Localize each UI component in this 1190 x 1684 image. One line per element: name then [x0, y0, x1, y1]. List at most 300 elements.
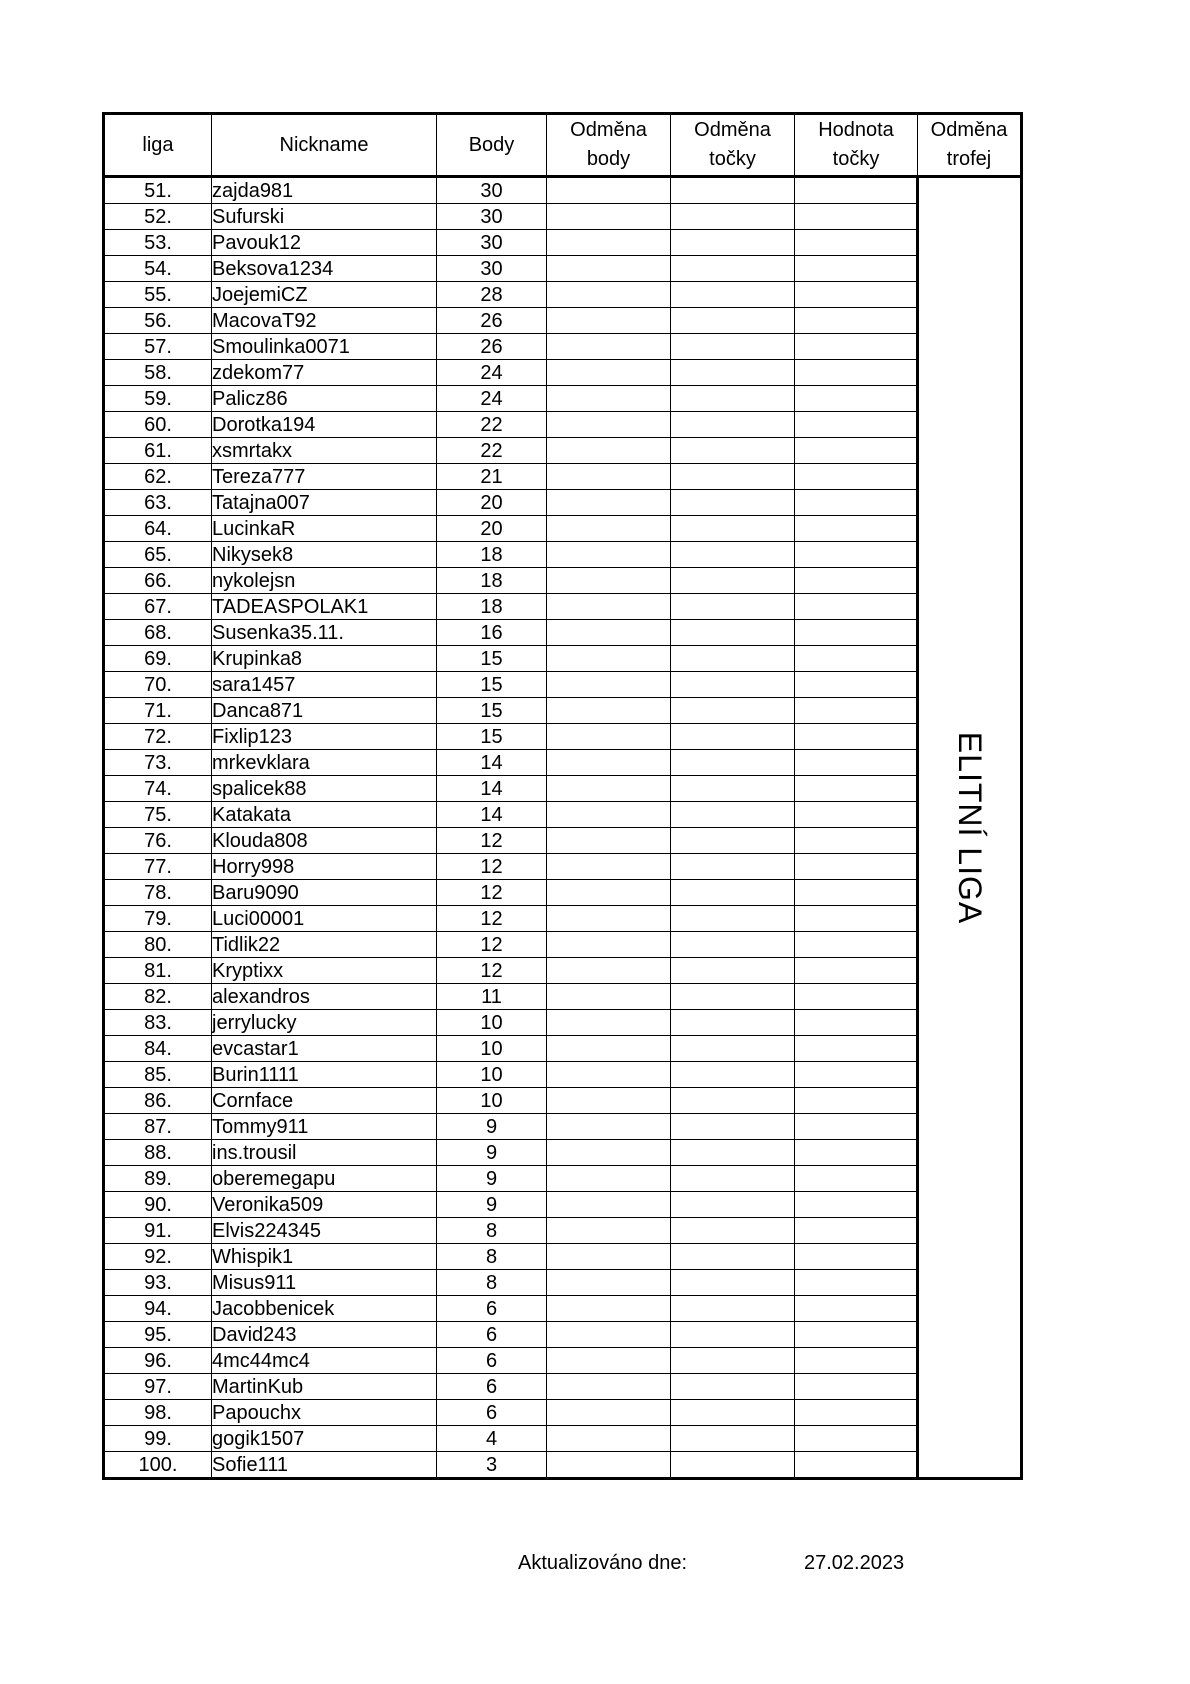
reward-points-cell	[547, 1036, 671, 1062]
rank-cell: 81.	[104, 958, 212, 984]
table-row	[104, 724, 1022, 750]
value-ticks-cell	[795, 1322, 918, 1348]
reward-ticks-cell	[671, 932, 795, 958]
nickname-cell: Fixlip123	[212, 724, 437, 750]
reward-points-cell	[547, 698, 671, 724]
value-ticks-cell	[795, 854, 918, 880]
nickname-cell: Tidlik22	[212, 932, 437, 958]
reward-points-cell	[547, 1010, 671, 1036]
reward-points-cell	[547, 1166, 671, 1192]
nickname-cell: mrkevklara	[212, 750, 437, 776]
nickname-cell: LucinkaR	[212, 516, 437, 542]
rank-cell: 98.	[104, 1400, 212, 1426]
points-cell: 15	[437, 724, 547, 750]
table-row	[104, 1400, 1022, 1426]
reward-points-cell	[547, 1140, 671, 1166]
value-ticks-cell	[795, 1088, 918, 1114]
table-row	[104, 698, 1022, 724]
header-reward-points: Odměna body	[547, 114, 671, 177]
rank-cell: 83.	[104, 1010, 212, 1036]
value-ticks-cell	[795, 1452, 918, 1479]
rank-cell: 97.	[104, 1374, 212, 1400]
header-reward-trophy: Odměna trofej	[918, 114, 1022, 177]
value-ticks-cell	[795, 438, 918, 464]
table-row	[104, 412, 1022, 438]
table-row	[104, 1322, 1022, 1348]
nickname-cell: ins.trousil	[212, 1140, 437, 1166]
reward-ticks-cell	[671, 1062, 795, 1088]
reward-ticks-cell	[671, 516, 795, 542]
reward-ticks-cell	[671, 204, 795, 230]
reward-ticks-cell	[671, 646, 795, 672]
points-cell: 28	[437, 282, 547, 308]
rank-cell: 68.	[104, 620, 212, 646]
reward-ticks-cell	[671, 1010, 795, 1036]
table-row	[104, 464, 1022, 490]
table-row	[104, 932, 1022, 958]
value-ticks-cell	[795, 1036, 918, 1062]
points-cell: 10	[437, 1062, 547, 1088]
nickname-cell: evcastar1	[212, 1036, 437, 1062]
points-cell: 3	[437, 1452, 547, 1479]
points-cell: 15	[437, 646, 547, 672]
nickname-cell: oberemegapu	[212, 1166, 437, 1192]
reward-points-cell	[547, 1296, 671, 1322]
nickname-cell: nykolejsn	[212, 568, 437, 594]
reward-points-cell	[547, 386, 671, 412]
nickname-cell: Tatajna007	[212, 490, 437, 516]
table-row	[104, 490, 1022, 516]
rank-cell: 96.	[104, 1348, 212, 1374]
nickname-cell: zajda981	[212, 177, 437, 204]
points-cell: 14	[437, 776, 547, 802]
value-ticks-cell	[795, 490, 918, 516]
points-cell: 22	[437, 438, 547, 464]
nickname-cell: Danca871	[212, 698, 437, 724]
nickname-cell: Smoulinka0071	[212, 334, 437, 360]
reward-points-cell	[547, 490, 671, 516]
reward-ticks-cell	[671, 698, 795, 724]
nickname-cell: spalicek88	[212, 776, 437, 802]
nickname-cell: gogik1507	[212, 1426, 437, 1452]
reward-ticks-cell	[671, 880, 795, 906]
table-row	[104, 1088, 1022, 1114]
table-row	[104, 880, 1022, 906]
value-ticks-cell	[795, 1062, 918, 1088]
points-cell: 15	[437, 698, 547, 724]
points-cell: 10	[437, 1036, 547, 1062]
value-ticks-cell	[795, 802, 918, 828]
rank-cell: 75.	[104, 802, 212, 828]
points-cell: 6	[437, 1400, 547, 1426]
value-ticks-cell	[795, 698, 918, 724]
rank-cell: 67.	[104, 594, 212, 620]
table-row	[104, 256, 1022, 282]
rank-cell: 51.	[104, 177, 212, 204]
reward-ticks-cell	[671, 1166, 795, 1192]
points-cell: 12	[437, 880, 547, 906]
reward-ticks-cell	[671, 906, 795, 932]
value-ticks-cell	[795, 906, 918, 932]
points-cell: 6	[437, 1348, 547, 1374]
value-ticks-cell	[795, 334, 918, 360]
reward-ticks-cell	[671, 230, 795, 256]
reward-ticks-cell	[671, 464, 795, 490]
header-nickname: Nickname	[212, 114, 437, 177]
points-cell: 11	[437, 984, 547, 1010]
value-ticks-cell	[795, 1218, 918, 1244]
value-ticks-cell	[795, 724, 918, 750]
table-row	[104, 1036, 1022, 1062]
nickname-cell: Sofie111	[212, 1452, 437, 1479]
rank-cell: 66.	[104, 568, 212, 594]
reward-points-cell	[547, 256, 671, 282]
table-row	[104, 854, 1022, 880]
rank-cell: 82.	[104, 984, 212, 1010]
table-row	[104, 334, 1022, 360]
reward-ticks-cell	[671, 1400, 795, 1426]
points-cell: 8	[437, 1244, 547, 1270]
table-body	[104, 177, 1022, 1479]
value-ticks-cell	[795, 776, 918, 802]
nickname-cell: 4mc44mc4	[212, 1348, 437, 1374]
table-row	[104, 620, 1022, 646]
value-ticks-cell	[795, 230, 918, 256]
reward-ticks-cell	[671, 620, 795, 646]
nickname-cell: Katakata	[212, 802, 437, 828]
value-ticks-cell	[795, 360, 918, 386]
points-cell: 30	[437, 177, 547, 204]
reward-points-cell	[547, 1348, 671, 1374]
table-row	[104, 438, 1022, 464]
value-ticks-cell	[795, 1010, 918, 1036]
rank-cell: 92.	[104, 1244, 212, 1270]
reward-points-cell	[547, 906, 671, 932]
nickname-cell: Sufurski	[212, 204, 437, 230]
rank-cell: 62.	[104, 464, 212, 490]
reward-ticks-cell	[671, 1088, 795, 1114]
reward-ticks-cell	[671, 256, 795, 282]
reward-points-cell	[547, 750, 671, 776]
reward-points-cell	[547, 1374, 671, 1400]
reward-ticks-cell	[671, 984, 795, 1010]
reward-points-cell	[547, 1088, 671, 1114]
points-cell: 12	[437, 828, 547, 854]
points-cell: 30	[437, 256, 547, 282]
nickname-cell: alexandros	[212, 984, 437, 1010]
points-cell: 6	[437, 1322, 547, 1348]
value-ticks-cell	[795, 1166, 918, 1192]
rank-cell: 56.	[104, 308, 212, 334]
reward-ticks-cell	[671, 568, 795, 594]
points-cell: 15	[437, 672, 547, 698]
nickname-cell: Kryptixx	[212, 958, 437, 984]
nickname-cell: Susenka35.11.	[212, 620, 437, 646]
header-rank: liga	[104, 114, 212, 177]
reward-ticks-cell	[671, 1036, 795, 1062]
reward-ticks-cell	[671, 594, 795, 620]
points-cell: 20	[437, 516, 547, 542]
points-cell: 14	[437, 750, 547, 776]
rank-cell: 94.	[104, 1296, 212, 1322]
rank-cell: 88.	[104, 1140, 212, 1166]
reward-points-cell	[547, 360, 671, 386]
rank-cell: 86.	[104, 1088, 212, 1114]
nickname-cell: jerrylucky	[212, 1010, 437, 1036]
reward-ticks-cell	[671, 542, 795, 568]
reward-points-cell	[547, 464, 671, 490]
reward-points-cell	[547, 308, 671, 334]
nickname-cell: Dorotka194	[212, 412, 437, 438]
rank-cell: 59.	[104, 386, 212, 412]
reward-ticks-cell	[671, 1296, 795, 1322]
value-ticks-cell	[795, 932, 918, 958]
rank-cell: 87.	[104, 1114, 212, 1140]
value-ticks-cell	[795, 1374, 918, 1400]
reward-points-cell	[547, 1062, 671, 1088]
points-cell: 21	[437, 464, 547, 490]
table-row	[104, 516, 1022, 542]
rank-cell: 63.	[104, 490, 212, 516]
value-ticks-cell	[795, 958, 918, 984]
rank-cell: 99.	[104, 1426, 212, 1452]
header-row	[104, 114, 1022, 177]
reward-ticks-cell	[671, 360, 795, 386]
table-row	[104, 386, 1022, 412]
table-row	[104, 984, 1022, 1010]
reward-points-cell	[547, 1270, 671, 1296]
nickname-cell: Baru9090	[212, 880, 437, 906]
points-cell: 30	[437, 204, 547, 230]
points-cell: 4	[437, 1426, 547, 1452]
updated-date: 27.02.2023	[804, 1552, 905, 1574]
reward-ticks-cell	[671, 334, 795, 360]
nickname-cell: MartinKub	[212, 1374, 437, 1400]
value-ticks-cell	[795, 880, 918, 906]
rank-cell: 70.	[104, 672, 212, 698]
reward-points-cell	[547, 828, 671, 854]
reward-points-cell	[547, 516, 671, 542]
value-ticks-cell	[795, 1296, 918, 1322]
value-ticks-cell	[795, 1192, 918, 1218]
reward-points-cell	[547, 334, 671, 360]
value-ticks-cell	[795, 1270, 918, 1296]
rank-cell: 100.	[104, 1452, 212, 1479]
table-row	[104, 1426, 1022, 1452]
reward-points-cell	[547, 568, 671, 594]
value-ticks-cell	[795, 1426, 918, 1452]
reward-points-cell	[547, 958, 671, 984]
rank-cell: 93.	[104, 1270, 212, 1296]
reward-points-cell	[547, 1244, 671, 1270]
table-row	[104, 958, 1022, 984]
value-ticks-cell	[795, 1114, 918, 1140]
table-row	[104, 542, 1022, 568]
reward-points-cell	[547, 880, 671, 906]
table-row	[104, 308, 1022, 334]
reward-points-cell	[547, 724, 671, 750]
reward-points-cell	[547, 438, 671, 464]
nickname-cell: Krupinka8	[212, 646, 437, 672]
nickname-cell: Tereza777	[212, 464, 437, 490]
nickname-cell: Whispik1	[212, 1244, 437, 1270]
updated-label: Aktualizováno dne:	[518, 1552, 688, 1574]
rank-cell: 76.	[104, 828, 212, 854]
points-cell: 20	[437, 490, 547, 516]
reward-ticks-cell	[671, 672, 795, 698]
table-row	[104, 1140, 1022, 1166]
value-ticks-cell	[795, 828, 918, 854]
rank-cell: 84.	[104, 1036, 212, 1062]
value-ticks-cell	[795, 464, 918, 490]
value-ticks-cell	[795, 672, 918, 698]
table-row	[104, 568, 1022, 594]
value-ticks-cell	[795, 177, 918, 204]
points-cell: 12	[437, 958, 547, 984]
reward-points-cell	[547, 412, 671, 438]
reward-points-cell	[547, 1114, 671, 1140]
rank-cell: 77.	[104, 854, 212, 880]
rank-cell: 53.	[104, 230, 212, 256]
reward-points-cell	[547, 802, 671, 828]
rank-cell: 89.	[104, 1166, 212, 1192]
table-row	[104, 177, 1022, 204]
league-label: ELITNÍ LIGA	[951, 731, 988, 924]
points-cell: 6	[437, 1374, 547, 1400]
nickname-cell: Elvis224345	[212, 1218, 437, 1244]
table-row	[104, 1192, 1022, 1218]
reward-ticks-cell	[671, 776, 795, 802]
table-row	[104, 1114, 1022, 1140]
table-row	[104, 282, 1022, 308]
points-cell: 22	[437, 412, 547, 438]
nickname-cell: Burin1111	[212, 1062, 437, 1088]
reward-ticks-cell	[671, 1192, 795, 1218]
reward-points-cell	[547, 776, 671, 802]
points-cell: 14	[437, 802, 547, 828]
rank-cell: 74.	[104, 776, 212, 802]
rank-cell: 72.	[104, 724, 212, 750]
nickname-cell: Misus911	[212, 1270, 437, 1296]
header-reward-ticks: Odměna točky	[671, 114, 795, 177]
rank-cell: 85.	[104, 1062, 212, 1088]
points-cell: 12	[437, 932, 547, 958]
reward-points-cell	[547, 854, 671, 880]
reward-points-cell	[547, 1218, 671, 1244]
nickname-cell: Veronika509	[212, 1192, 437, 1218]
table-row	[104, 204, 1022, 230]
value-ticks-cell	[795, 204, 918, 230]
rank-cell: 55.	[104, 282, 212, 308]
nickname-cell: Tommy911	[212, 1114, 437, 1140]
table-row	[104, 1062, 1022, 1088]
points-cell: 10	[437, 1010, 547, 1036]
value-ticks-cell	[795, 1400, 918, 1426]
league-table	[102, 112, 1023, 1480]
points-cell: 8	[437, 1218, 547, 1244]
points-cell: 26	[437, 334, 547, 360]
rank-cell: 91.	[104, 1218, 212, 1244]
nickname-cell: MacovaT92	[212, 308, 437, 334]
value-ticks-cell	[795, 386, 918, 412]
points-cell: 8	[437, 1270, 547, 1296]
reward-ticks-cell	[671, 1218, 795, 1244]
points-cell: 30	[437, 230, 547, 256]
value-ticks-cell	[795, 1348, 918, 1374]
nickname-cell: David243	[212, 1322, 437, 1348]
table-row	[104, 750, 1022, 776]
value-ticks-cell	[795, 1140, 918, 1166]
rank-cell: 69.	[104, 646, 212, 672]
reward-ticks-cell	[671, 1322, 795, 1348]
reward-points-cell	[547, 594, 671, 620]
value-ticks-cell	[795, 568, 918, 594]
table-row	[104, 906, 1022, 932]
points-cell: 9	[437, 1140, 547, 1166]
table-row	[104, 594, 1022, 620]
reward-points-cell	[547, 646, 671, 672]
reward-ticks-cell	[671, 1244, 795, 1270]
league-cell	[918, 177, 1022, 1479]
reward-ticks-cell	[671, 1374, 795, 1400]
nickname-cell: Jacobbenicek	[212, 1296, 437, 1322]
nickname-cell: Palicz86	[212, 386, 437, 412]
value-ticks-cell	[795, 308, 918, 334]
points-cell: 16	[437, 620, 547, 646]
table-row	[104, 646, 1022, 672]
value-ticks-cell	[795, 256, 918, 282]
table-row	[104, 776, 1022, 802]
reward-points-cell	[547, 1322, 671, 1348]
table-row	[104, 1348, 1022, 1374]
points-cell: 12	[437, 854, 547, 880]
reward-ticks-cell	[671, 802, 795, 828]
value-ticks-cell	[795, 516, 918, 542]
table-row	[104, 1244, 1022, 1270]
reward-ticks-cell	[671, 412, 795, 438]
reward-ticks-cell	[671, 177, 795, 204]
nickname-cell: Beksova1234	[212, 256, 437, 282]
table-row	[104, 230, 1022, 256]
nickname-cell: Luci00001	[212, 906, 437, 932]
rank-cell: 54.	[104, 256, 212, 282]
reward-ticks-cell	[671, 308, 795, 334]
points-cell: 18	[437, 594, 547, 620]
rank-cell: 61.	[104, 438, 212, 464]
table-row	[104, 1452, 1022, 1479]
points-cell: 9	[437, 1114, 547, 1140]
table-row	[104, 802, 1022, 828]
reward-ticks-cell	[671, 724, 795, 750]
points-cell: 24	[437, 360, 547, 386]
reward-points-cell	[547, 1426, 671, 1452]
reward-points-cell	[547, 932, 671, 958]
rank-cell: 90.	[104, 1192, 212, 1218]
points-cell: 18	[437, 542, 547, 568]
reward-ticks-cell	[671, 282, 795, 308]
table-row	[104, 1270, 1022, 1296]
reward-points-cell	[547, 672, 671, 698]
table-row	[104, 672, 1022, 698]
value-ticks-cell	[795, 620, 918, 646]
reward-ticks-cell	[671, 490, 795, 516]
rank-cell: 79.	[104, 906, 212, 932]
table-row	[104, 1296, 1022, 1322]
value-ticks-cell	[795, 282, 918, 308]
header-points: Body	[437, 114, 547, 177]
table-row	[104, 1166, 1022, 1192]
reward-points-cell	[547, 1452, 671, 1479]
